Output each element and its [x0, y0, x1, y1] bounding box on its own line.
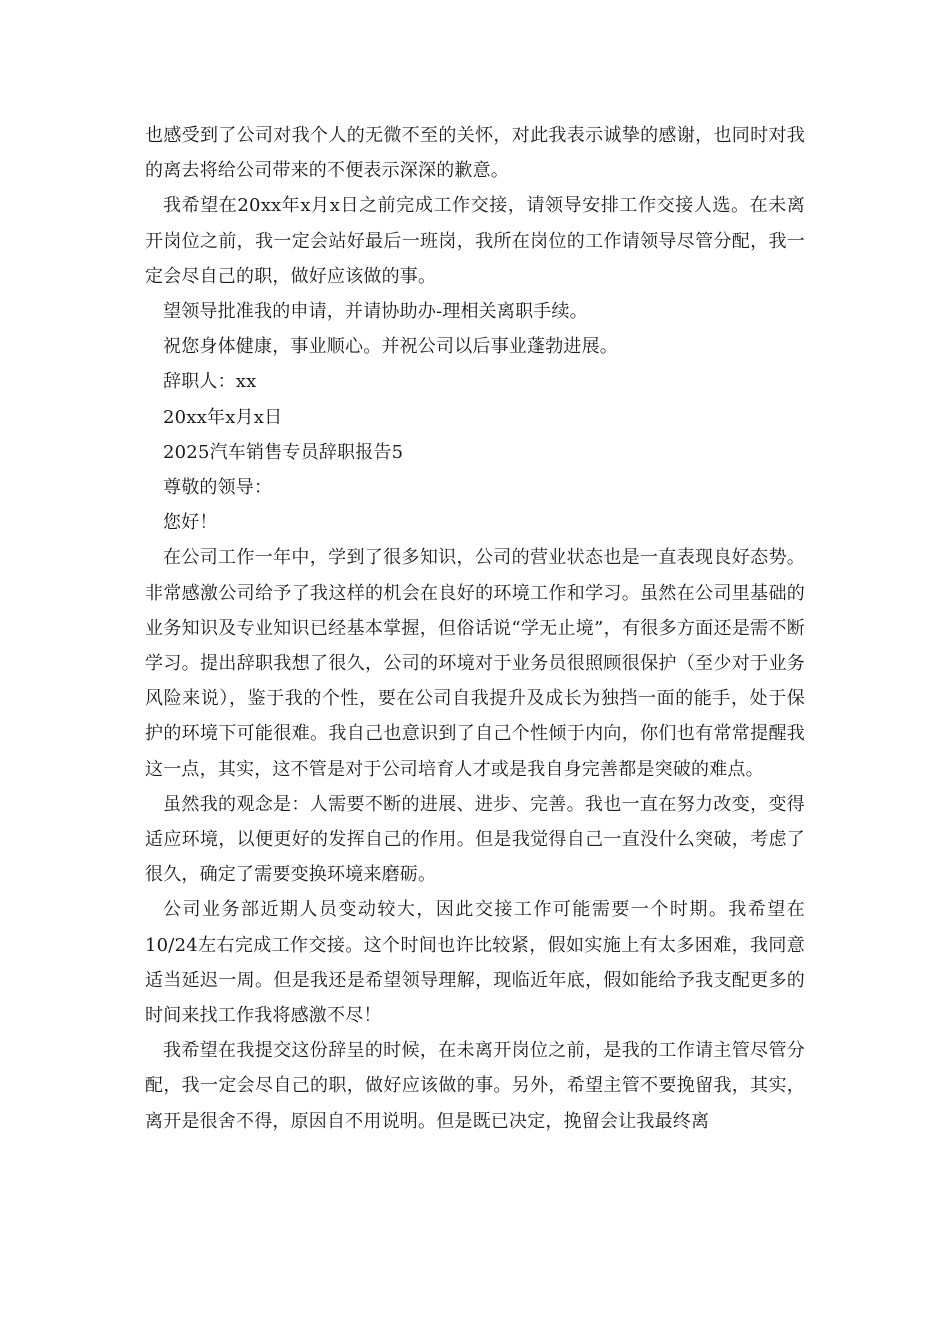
signer-line: 辞职人：xx: [163, 371, 257, 393]
paragraph-1: 也感受到了公司对我个人的无微不至的关怀，对此我表示诚挚的感谢，也同时对我的离去将给公司带来的不便表示深深的歉意。: [145, 125, 805, 182]
paragraph-3: 望领导批准我的申请，并请协助办-理相关离职手续。: [163, 301, 588, 323]
paragraph-13: 我希望在我提交这份辞呈的时候，在未离开岗位之前，是我的工作请主管尽管分配，我一定会尽自己的职，做好应该做的事。另外，希望主管不要挽留我，其实，离开是很舍不得，原因自不用说明。但是既已决定，挽留会让我最终离: [145, 1040, 805, 1132]
document-body: [145, 118, 805, 1139]
paragraph-12: 公司业务部近期人员变动较大，因此交接工作可能需要一个时期。我希望在10/24左右完成工作交接。这个时间也许比较紧，假如实施上有太多困难，我同意适当延迟一周。但是我还是希望领导理解，现临近年底，假如能给予我支配更多的时间来找工作我将感激不尽！: [145, 899, 805, 1027]
paragraph-4: 祝您身体健康，事业顺心。并祝公司以后事业蓬勃进展。: [163, 336, 618, 358]
greeting: 您好！: [163, 512, 218, 534]
date-line: 20xx年x月x日: [163, 406, 283, 428]
paragraph-2: 我希望在20xx年x月x日之前完成工作交接，请领导安排工作交接人选。在未离开岗位之前，我一定会站好最后一班岗，我所在岗位的工作请领导尽管分配，我一定会尽自己的职，做好应该做的事。: [145, 195, 805, 287]
paragraph-11: 虽然我的观念是：人需要不断的进展、进步、完善。我也一直在努力改变，变得适应环境，以便更好的发挥自己的作用。但是我觉得自己一直没什么突破，考虑了很久，确定了需要变换环境来磨砺。: [145, 793, 805, 886]
salutation: 尊敬的领导：: [163, 477, 273, 499]
paragraph-10: 在公司工作一年中，学到了很多知识，公司的营业状态也是一直表现良好态势。非常感激公司给予了我这样的机会在良好的环境工作和学习。虽然在公司里基础的业务知识及专业知识已经基本掌握，但俗话说“学无止境”，有很多方面还是需不断学习。提出辞职我想了很久，公司的环境对于业务员很照顾很保护（至少对于业务风险来说），鉴于我的个性，要在公司自我提升及成长为独挡一面的能手，处于保护的环境下可能很难。我自己也意识到了自己个性倾于内向，你们也有常常提醒我这一点，其实，这不管是对于公司培育人才或是我自身完善都是突破的难点。: [145, 547, 805, 780]
section-title: 2025汽车销售专员辞职报告5: [163, 441, 404, 463]
